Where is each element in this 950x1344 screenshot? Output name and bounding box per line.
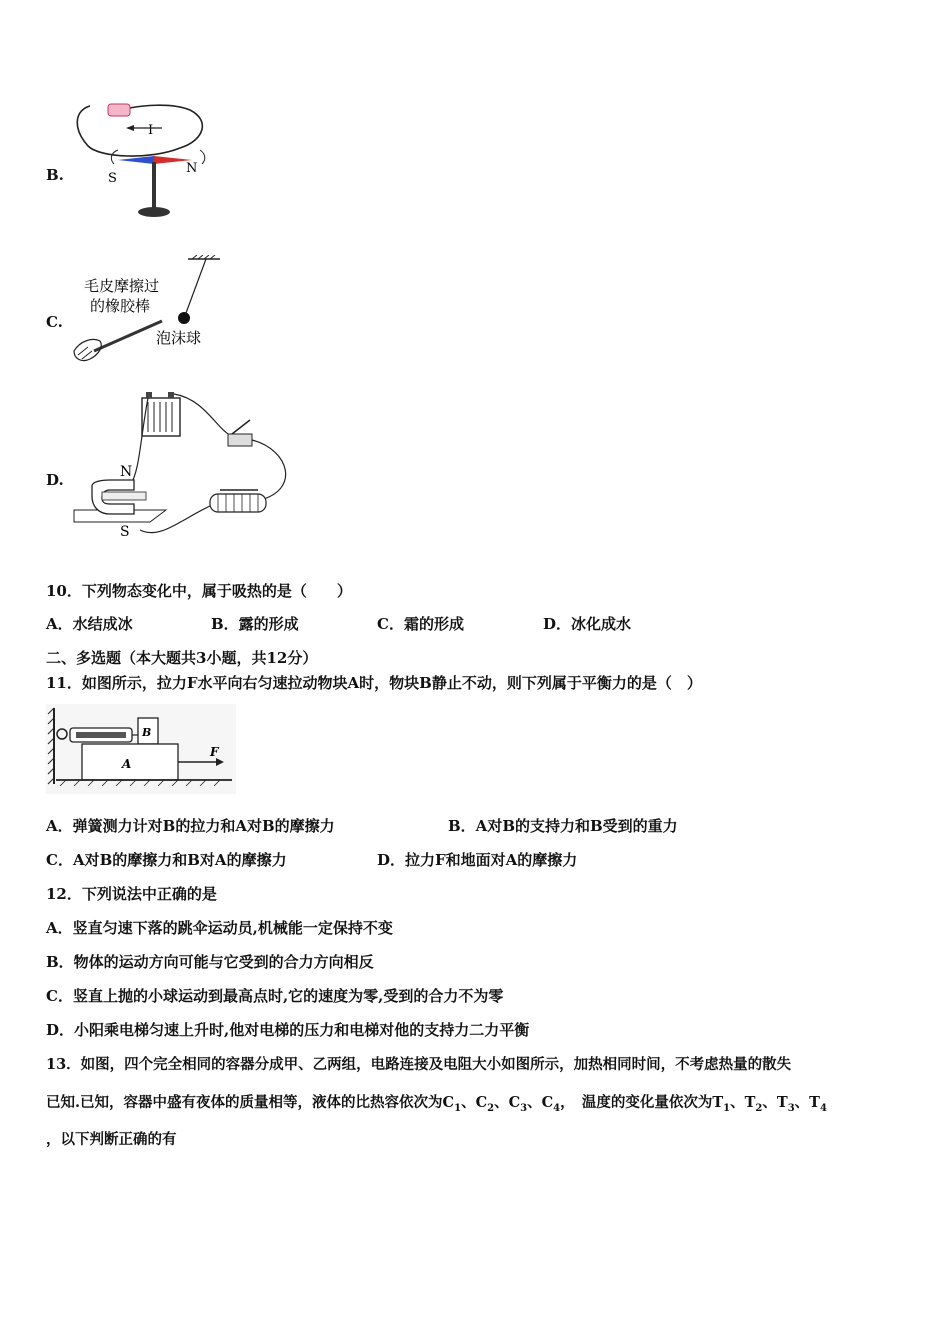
q10-option-c: C．霜的形成 [377, 615, 464, 633]
q11-figure [46, 704, 236, 794]
c4-sub: 4 [553, 1102, 561, 1114]
block-b-label: B [142, 726, 152, 739]
sep: 、 [461, 1094, 476, 1111]
sep: 、 [527, 1094, 542, 1111]
sep: 、 [794, 1094, 810, 1111]
section-title: 二、多选题（本大题共3小题，共12分） [46, 649, 318, 667]
t1-symbol: T [712, 1094, 724, 1111]
q12-option-c: C．竖直上抛的小球运动到最高点时,它的速度为零,受到的合力不为零 [46, 987, 504, 1005]
c2-sub: 2 [487, 1102, 495, 1114]
magnet-pole-n: N [120, 464, 133, 480]
q11-option-b: B．A对B的支持力和B受到的重力 [448, 817, 678, 835]
c1-symbol: C [442, 1094, 455, 1111]
c3-symbol: C [508, 1094, 521, 1111]
force-label: F [210, 745, 219, 759]
option-d-label: D. [46, 471, 64, 489]
c1-sub: 1 [454, 1102, 462, 1114]
q11-option-a: A．弹簧测力计对B的拉力和A对B的摩擦力 [46, 817, 335, 835]
sep: 、 [494, 1094, 509, 1111]
t2-sub: 2 [755, 1102, 763, 1114]
q10-option-a: A．水结成冰 [46, 615, 133, 633]
c3-sub: 3 [520, 1102, 528, 1114]
c4-symbol: C [541, 1094, 554, 1111]
magnet-pole-s: S [120, 524, 130, 540]
rod-caption-1: 毛皮摩擦过 [84, 277, 160, 295]
sep: 、 [762, 1094, 777, 1111]
q10-stem: 10．下列物态变化中，属于吸热的是（ ） [46, 582, 352, 600]
q11-stem: 11．如图所示，拉力F水平向右匀速拉动物块A时，物块B静止不动，则下列属于平衡力的是（ ） [46, 674, 702, 692]
figure-d-circuit [70, 390, 305, 542]
t4-symbol: T [809, 1094, 820, 1111]
c2-symbol: C [475, 1094, 488, 1111]
q13-line-2 [46, 1091, 827, 1114]
ball-caption: 泡沫球 [156, 329, 202, 347]
t1-sub: 1 [723, 1102, 731, 1114]
q11-option-c: C．A对B的摩擦力和B对A的摩擦力 [46, 851, 287, 869]
t4-sub: 4 [819, 1102, 827, 1114]
q12-option-a: A．竖直匀速下落的跳伞运动员,机械能一定保持不变 [46, 919, 393, 937]
q13-line-2-mid: ， 温度的变化量依次为 [560, 1094, 713, 1111]
q12-option-b: B．物体的运动方向可能与它受到的合力方向相反 [46, 953, 374, 971]
block-a-label: A [122, 757, 132, 771]
q11-option-d: D．拉力F和地面对A的摩擦力 [377, 851, 578, 869]
pole-s: S [108, 171, 117, 186]
pole-n: N [186, 161, 198, 176]
rod-caption-2: 的橡胶棒 [90, 297, 151, 315]
option-b-label: B. [46, 166, 64, 184]
option-c-label: C. [46, 313, 63, 331]
t3-sub: 3 [787, 1102, 795, 1114]
q13-line-1: 13．如图，四个完全相同的容器分成甲、乙两组，电路连接及电阻大小如图所示，加热相同时间，不考虑热量的散失 [46, 1056, 792, 1073]
q13-line-2-prefix: 已知.已知，容器中盛有夜体的质量相等，液体的比热容依次为 [46, 1094, 443, 1111]
q10-option-b: B．露的形成 [211, 615, 299, 633]
sep: 、 [730, 1094, 745, 1111]
figure-b-current-compass [70, 98, 220, 223]
t2-symbol: T [744, 1094, 756, 1111]
q10-option-d: D．冰化成水 [543, 615, 632, 633]
q13-line-3: ，以下判断正确的有 [46, 1131, 177, 1148]
t3-symbol: T [776, 1094, 788, 1111]
figure-c-rod-ball [70, 255, 230, 370]
current-label: I [148, 123, 154, 138]
q12-option-d: D．小阳乘电梯匀速上升时,他对电梯的压力和电梯对他的支持力二力平衡 [46, 1021, 530, 1039]
q12-stem: 12．下列说法中正确的是 [46, 885, 217, 903]
